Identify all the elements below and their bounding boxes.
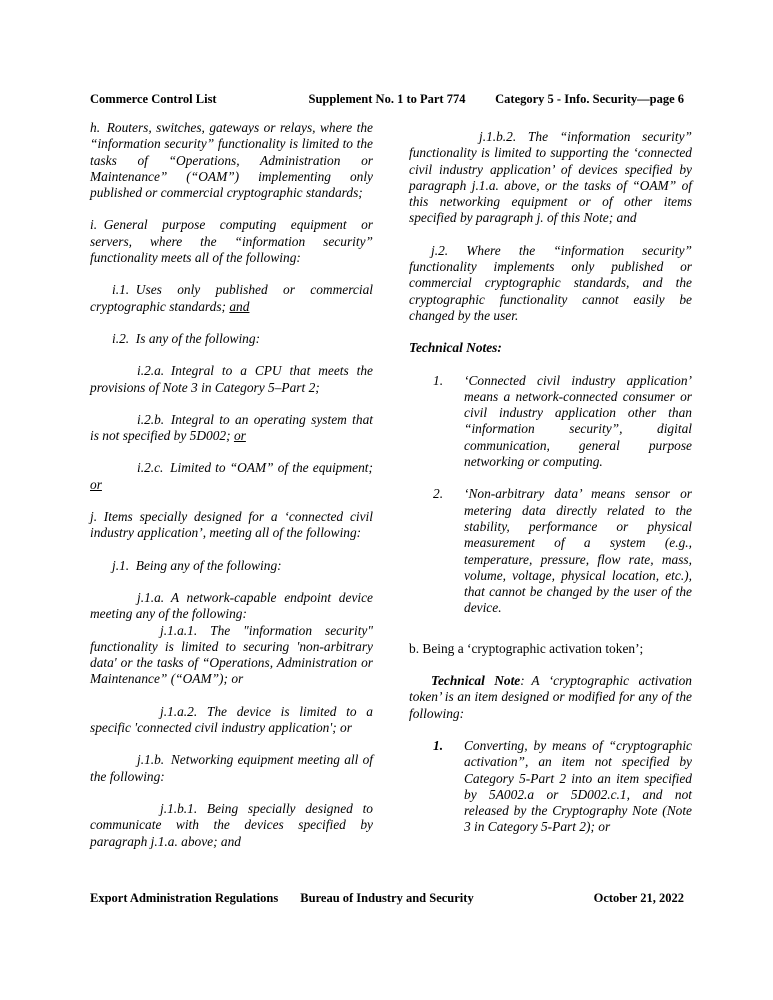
technical-note-item-1	[409, 373, 692, 471]
paragraph-j: j. Items specially designed for a ‘connected civil industry application’, meeting all of the following:	[90, 509, 373, 541]
footer-center: Bureau of Industry and Security	[300, 891, 474, 905]
paragraph-j2: j.2. Where the “information security” functionality implements only published or commercial cryptographic standards, and the cryptographic functionality cannot easily be changed by the user.	[409, 242, 692, 323]
paragraph-i2a: i.2.a. Integral to a CPU that meets the provisions of Note 3 in Category 5–Part 2;	[90, 363, 373, 395]
activation-token-item-1-text: Converting, by means of “cryptographic activation”, an item not specified by Category 5-Part 2 into an item specified by 5A002.a or 5D002.c.1, and not released by the Cryptography Note (Note 3 in Category 5-Part 2); or	[464, 737, 692, 835]
paragraph-b: b. Being a ‘cryptographic activation token’;	[409, 640, 644, 656]
technical-note-1-number: 1.	[433, 372, 444, 388]
header-right: Category 5 - Info. Security—page 6	[495, 92, 684, 106]
footer-right: October 21, 2022	[593, 891, 684, 905]
paragraph-i2: i.2. Is any of the following:	[112, 330, 261, 346]
paragraph-j1b1: j.1.b.1. Being specially designed to communicate with the devices specified by paragraph j.1.a. above; and	[90, 800, 373, 849]
column-right	[409, 120, 692, 866]
paragraph-j1: j.1. Being any of the following:	[112, 557, 282, 573]
underlined-or: or	[233, 428, 246, 444]
paragraph-j1a1: j.1.a.1. The "information security" functionality is limited to securing 'non-arbitrary data' or the tasks of “Operations, Administration or Maintenance” (“OAM”); or	[90, 622, 373, 687]
underlined-and: and	[229, 298, 250, 314]
header-left: Commerce Control List	[90, 92, 217, 106]
activation-token-item-1	[409, 738, 692, 836]
paragraph-j1a: j.1.a. A network-capable endpoint device meeting any of the following:	[90, 589, 373, 622]
activation-token-item-1-number: 1.	[433, 737, 444, 753]
technical-note-paragraph	[409, 673, 692, 722]
paragraph-i2c	[90, 460, 373, 493]
paragraph-i2b-text: i.2.b. Integral to an operating system that is not specified by 5D002;	[90, 411, 373, 444]
page-header	[90, 92, 684, 107]
underlined-or: or	[90, 476, 102, 492]
page-footer	[90, 891, 684, 906]
technical-note-text: : A ‘cryptographic activation token’ is an item designed or modified for any of the following:	[409, 673, 692, 721]
technical-note-label: Technical Note	[431, 673, 521, 689]
technical-note-item-2	[409, 486, 692, 616]
footer-left: Export Administration Regulations	[90, 891, 279, 905]
paragraph-i: i. General purpose computing equipment or servers, where the “information security” functionality meets all of the following:	[90, 217, 373, 266]
paragraph-i2c-text: i.2.c. Limited to “OAM” of the equipment;	[137, 460, 373, 476]
paragraph-h: h. Routers, switches, gateways or relays, where the “information security” functionality is limited to the tasks of “Operations, Administration or Maintenance” (“OAM”) implementing only published or commercial cryptographic standards;	[90, 120, 373, 201]
column-left	[90, 120, 373, 866]
paragraph-i1	[90, 282, 373, 315]
technical-note-2-text: ‘Non-arbitrary data’ means sensor or metering data directly related to the stability, performance or physical measurement of a system (e.g., temperature, pressure, flow rate, mass, volume, voltage, physical location, etc.), that cannot be changed by the user of the device.	[464, 486, 692, 616]
technical-note-1-text: ‘Connected civil industry application’ means a network-connected consumer or civil industry application other than “information security”, digital communication, general purpose networking or computing.	[464, 372, 692, 470]
paragraph-i2b	[90, 412, 373, 445]
header-center: Supplement No. 1 to Part 774	[308, 92, 466, 106]
technical-note-2-number: 2.	[433, 486, 444, 502]
technical-notes-heading: Technical Notes:	[409, 340, 502, 356]
paragraph-i1-text: i.1. Uses only published or commercial cryptographic standards;	[90, 282, 373, 314]
paragraph-j1a2: j.1.a.2. The device is limited to a specific 'connected civil industry application'; or	[90, 703, 373, 736]
two-column-body	[90, 120, 692, 866]
paragraph-j1b2: j.1.b.2. The “information security” functionality is limited to supporting the ‘connected civil industry application’ of devices specified by paragraph j.1.a. above, or the tasks of “OAM” of this networking equipment or of other items specified by paragraph j. of this Note; and	[409, 129, 692, 226]
paragraph-j1b: j.1.b. Networking equipment meeting all of the following:	[90, 752, 373, 784]
